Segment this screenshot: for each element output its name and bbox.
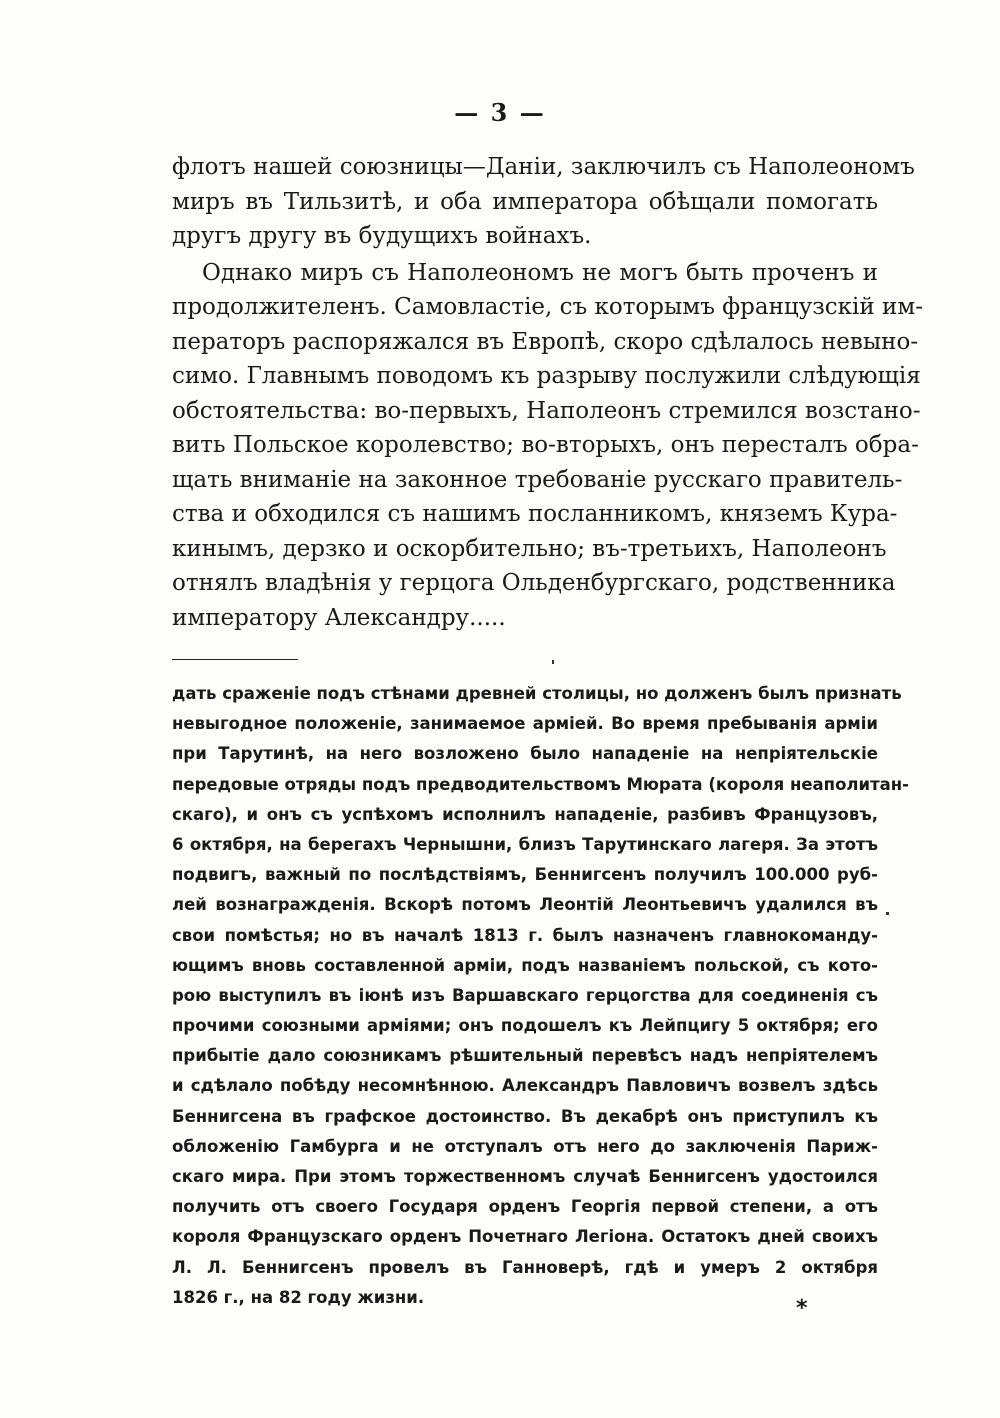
text-line: обстоятельства: во-первыхъ, Наполеонъ стремился возстано-	[172, 397, 921, 424]
text-line: ства и обходился съ нашимъ посланникомъ, княземъ Кура-	[172, 501, 898, 527]
text-line: кинымъ, дерзко и оскорбительно; въ-третьихъ, Наполеонъ	[172, 535, 887, 562]
footnote-line: прочими союзными арміями; онъ подошелъ къ Лейпцигу 5 октября; его	[172, 1016, 878, 1036]
text-line: симо. Главнымъ поводомъ къ разрыву послужили слѣдующія	[172, 363, 921, 389]
main-text-block	[172, 150, 924, 635]
footnote-line: скаго), и онъ съ успѣхомъ исполнилъ нападеніе, разбивъ Французовъ,	[172, 804, 878, 824]
page-number: — 3 —	[454, 98, 546, 127]
footnote-line: лей вознагражденія. Вскорѣ потомъ Леонтій Леонтьевичъ удалился въ	[172, 895, 878, 915]
text-line: другъ другу въ будущихъ войнахъ.	[172, 223, 592, 249]
text-line: продолжителенъ. Самовластіе, съ которымъ французскій им-	[172, 294, 924, 320]
text-line: миръ въ Тильзитѣ, и оба императора обѣщали помогать	[172, 188, 878, 215]
text-line: вить Польское королевство; во-вторыхъ, онъ пересталъ обра-	[172, 432, 919, 458]
footnote-line: невыгодное положеніе, занимаемое арміей. Во время пребыванія арміи	[172, 714, 878, 734]
text-line: флотъ нашей союзницы—Даніи, заключилъ съ Наполеономъ	[172, 154, 915, 180]
footnote-line: дать сраженіе подъ стѣнами древней столицы, но долженъ былъ признать	[172, 684, 902, 703]
signature-asterisk: *	[796, 1296, 808, 1321]
print-speck	[886, 912, 889, 915]
footnote-line: и сдѣлало побѣду несомнѣнною. Александръ Павловичъ возвелъ здѣсь	[172, 1076, 878, 1096]
print-speck	[552, 660, 554, 664]
footnote-line: получить отъ своего Государя орденъ Георгія первой степени, а отъ	[172, 1197, 878, 1217]
footnote-line: передовые отряды подъ предводительствомъ Мюрата (короля неаполитан-	[172, 774, 910, 794]
footnote-line: свои помѣстья; но въ началѣ 1813 г. былъ назначенъ главнокоманду-	[172, 925, 878, 945]
footnote-line: 1826 г., на 82 году жизни.	[172, 1287, 425, 1307]
text-line: ператоръ распоряжался въ Европѣ, скоро сдѣлалось невыно-	[172, 328, 919, 355]
footnote-line: скаго мира. При этомъ торжественномъ случаѣ Беннигсенъ удостоился	[172, 1167, 878, 1186]
footnote-line: короля Французскаго орденъ Почетнаго Легіона. Остатокъ дней своихъ	[172, 1227, 878, 1247]
footnote-block	[172, 679, 910, 1313]
text-line: щать вниманіе на законное требованіе русскаго правитель-	[172, 466, 903, 493]
footnote-line: Л. Л. Беннигсенъ провелъ въ Ганноверѣ, гдѣ и умеръ 2 октября	[172, 1257, 878, 1277]
footnote-line: обложенію Гамбурга и не отступалъ отъ него до заключенія Париж-	[172, 1136, 878, 1156]
footnote-line: прибытіе дало союзникамъ рѣшительный перевѣсъ надъ непріятелемъ	[172, 1046, 878, 1066]
footnote-separator-rule	[172, 659, 298, 660]
footnote-line: ющимъ вновь составленной арміи, подъ названіемъ польской, съ кото-	[172, 955, 878, 975]
footnote-line: 6 октября, на берегахъ Чернышни, близъ Тарутинскаго лагеря. За этотъ	[172, 834, 878, 854]
footnote-line: подвигъ, важный по послѣдствіямъ, Беннигсенъ получилъ 100.000 руб-	[172, 865, 878, 885]
text-line: отнялъ владѣнія у герцога Ольденбургскаго, родственника	[172, 570, 896, 596]
footnote-line: при Тарутинѣ, на него возложено было нападеніе на непріятельскіе	[172, 744, 878, 764]
paragraph-start-line: Однако миръ съ Наполеономъ не могъ быть проченъ и	[202, 259, 878, 286]
text-line: императору Александру.....	[172, 604, 506, 631]
footnote-line: рою выступилъ въ іюнѣ изъ Варшавскаго герцогства для соединенія съ	[172, 985, 878, 1005]
footnote-line: Беннигсена въ графское достоинство. Въ декабрѣ онъ приступилъ къ	[172, 1106, 878, 1126]
